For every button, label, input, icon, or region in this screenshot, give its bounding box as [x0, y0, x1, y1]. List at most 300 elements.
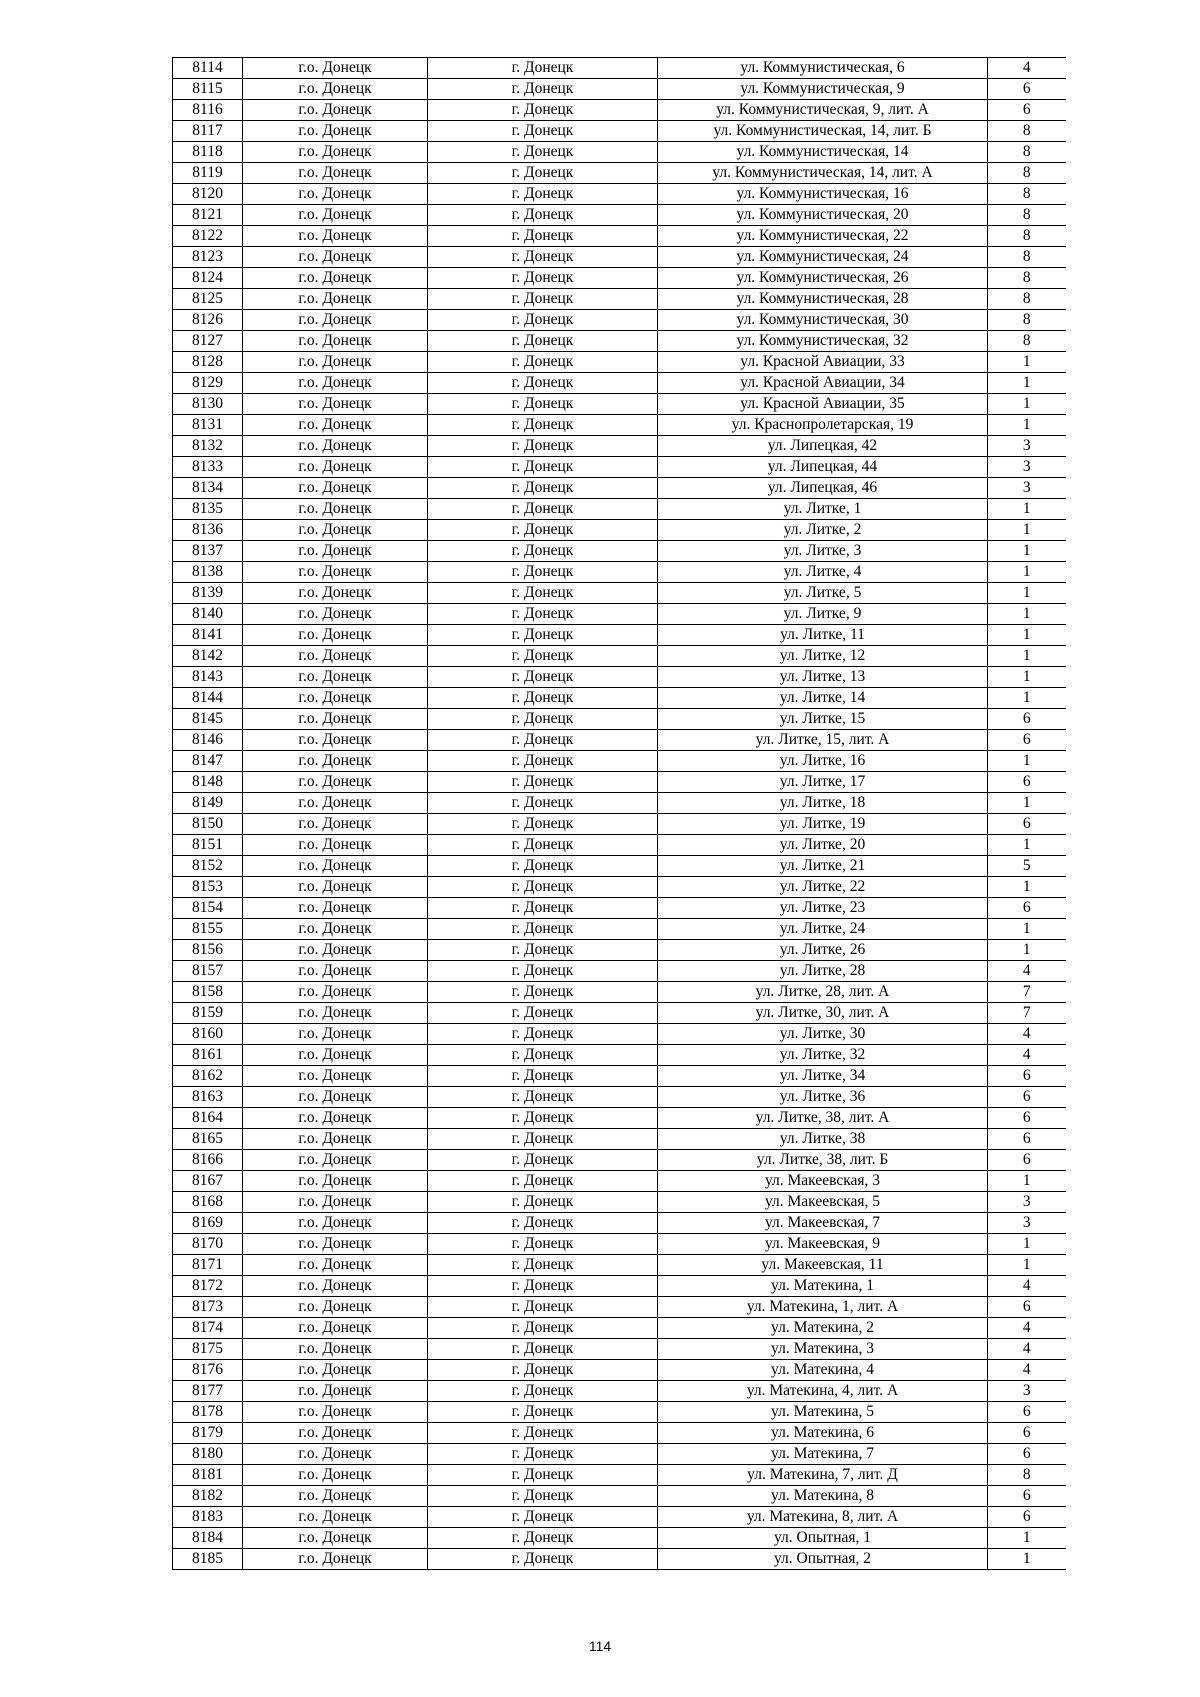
city-cell: г. Донецк [428, 541, 658, 562]
city-cell: г. Донецк [428, 625, 658, 646]
city-cell: г. Донецк [428, 1486, 658, 1507]
address-table-body [173, 58, 1066, 1570]
table-row [173, 1360, 1066, 1381]
city-cell: г. Донецк [428, 667, 658, 688]
municipality-cell: г.о. Донецк [243, 982, 428, 1003]
street-address-cell: ул. Макеевская, 3 [658, 1171, 988, 1192]
city-cell: г. Донецк [428, 1423, 658, 1444]
city-cell: г. Донецк [428, 919, 658, 940]
street-address-cell: ул. Липецкая, 44 [658, 457, 988, 478]
value-cell: 8 [988, 1465, 1066, 1486]
address-table [172, 57, 1066, 1570]
row-number-cell: 8114 [173, 58, 243, 79]
city-cell: г. Донецк [428, 793, 658, 814]
city-cell: г. Донецк [428, 1402, 658, 1423]
street-address-cell: ул. Матекина, 1 [658, 1276, 988, 1297]
row-number-cell: 8163 [173, 1087, 243, 1108]
value-cell: 1 [988, 499, 1066, 520]
street-address-cell: ул. Литке, 34 [658, 1066, 988, 1087]
street-address-cell: ул. Коммунистическая, 9, лит. А [658, 100, 988, 121]
table-row [173, 184, 1066, 205]
municipality-cell: г.о. Донецк [243, 1234, 428, 1255]
city-cell: г. Донецк [428, 415, 658, 436]
city-cell: г. Донецк [428, 1255, 658, 1276]
street-address-cell: ул. Литке, 30, лит. А [658, 1003, 988, 1024]
street-address-cell: ул. Коммунистическая, 24 [658, 247, 988, 268]
city-cell: г. Донецк [428, 499, 658, 520]
street-address-cell: ул. Коммунистическая, 14 [658, 142, 988, 163]
municipality-cell: г.о. Донецк [243, 562, 428, 583]
municipality-cell: г.о. Донецк [243, 1213, 428, 1234]
table-row [173, 163, 1066, 184]
street-address-cell: ул. Коммунистическая, 9 [658, 79, 988, 100]
row-number-cell: 8157 [173, 961, 243, 982]
row-number-cell: 8124 [173, 268, 243, 289]
table-row [173, 667, 1066, 688]
value-cell: 3 [988, 1381, 1066, 1402]
city-cell: г. Донецк [428, 205, 658, 226]
row-number-cell: 8151 [173, 835, 243, 856]
value-cell: 6 [988, 1108, 1066, 1129]
municipality-cell: г.о. Донецк [243, 772, 428, 793]
row-number-cell: 8138 [173, 562, 243, 583]
city-cell: г. Донецк [428, 226, 658, 247]
municipality-cell: г.о. Донецк [243, 1150, 428, 1171]
municipality-cell: г.о. Донецк [243, 457, 428, 478]
city-cell: г. Донецк [428, 394, 658, 415]
row-number-cell: 8127 [173, 331, 243, 352]
row-number-cell: 8166 [173, 1150, 243, 1171]
table-row [173, 814, 1066, 835]
table-row [173, 79, 1066, 100]
row-number-cell: 8120 [173, 184, 243, 205]
municipality-cell: г.о. Донецк [243, 478, 428, 499]
street-address-cell: ул. Коммунистическая, 26 [658, 268, 988, 289]
row-number-cell: 8165 [173, 1129, 243, 1150]
street-address-cell: ул. Матекина, 1, лит. А [658, 1297, 988, 1318]
city-cell: г. Донецк [428, 1150, 658, 1171]
street-address-cell: ул. Литке, 23 [658, 898, 988, 919]
street-address-cell: ул. Коммунистическая, 14, лит. Б [658, 121, 988, 142]
value-cell: 8 [988, 310, 1066, 331]
street-address-cell: ул. Макеевская, 9 [658, 1234, 988, 1255]
municipality-cell: г.о. Донецк [243, 646, 428, 667]
city-cell: г. Донецк [428, 856, 658, 877]
municipality-cell: г.о. Донецк [243, 1024, 428, 1045]
row-number-cell: 8169 [173, 1213, 243, 1234]
row-number-cell: 8162 [173, 1066, 243, 1087]
municipality-cell: г.о. Донецк [243, 625, 428, 646]
value-cell: 8 [988, 226, 1066, 247]
municipality-cell: г.о. Донецк [243, 541, 428, 562]
value-cell: 1 [988, 793, 1066, 814]
city-cell: г. Донецк [428, 961, 658, 982]
value-cell: 4 [988, 1339, 1066, 1360]
city-cell: г. Донецк [428, 289, 658, 310]
value-cell: 8 [988, 268, 1066, 289]
municipality-cell: г.о. Донецк [243, 520, 428, 541]
page-number: 114 [588, 1638, 612, 1654]
row-number-cell: 8184 [173, 1528, 243, 1549]
table-row [173, 499, 1066, 520]
value-cell: 3 [988, 436, 1066, 457]
municipality-cell: г.о. Донецк [243, 1087, 428, 1108]
table-row [173, 961, 1066, 982]
value-cell: 6 [988, 1423, 1066, 1444]
value-cell: 1 [988, 667, 1066, 688]
city-cell: г. Донецк [428, 310, 658, 331]
table-row [173, 436, 1066, 457]
row-number-cell: 8123 [173, 247, 243, 268]
row-number-cell: 8136 [173, 520, 243, 541]
row-number-cell: 8153 [173, 877, 243, 898]
table-row [173, 1381, 1066, 1402]
table-row [173, 1402, 1066, 1423]
row-number-cell: 8129 [173, 373, 243, 394]
city-cell: г. Донецк [428, 1276, 658, 1297]
street-address-cell: ул. Литке, 32 [658, 1045, 988, 1066]
row-number-cell: 8145 [173, 709, 243, 730]
municipality-cell: г.о. Донецк [243, 1360, 428, 1381]
value-cell: 6 [988, 772, 1066, 793]
municipality-cell: г.о. Донецк [243, 751, 428, 772]
row-number-cell: 8130 [173, 394, 243, 415]
municipality-cell: г.о. Донецк [243, 373, 428, 394]
value-cell: 1 [988, 604, 1066, 625]
city-cell: г. Донецк [428, 604, 658, 625]
municipality-cell: г.о. Донецк [243, 184, 428, 205]
table-row [173, 919, 1066, 940]
table-row [173, 1297, 1066, 1318]
street-address-cell: ул. Макеевская, 7 [658, 1213, 988, 1234]
city-cell: г. Донецк [428, 1318, 658, 1339]
table-row [173, 604, 1066, 625]
table-row [173, 646, 1066, 667]
value-cell: 1 [988, 1549, 1066, 1570]
city-cell: г. Донецк [428, 436, 658, 457]
street-address-cell: ул. Литке, 38 [658, 1129, 988, 1150]
city-cell: г. Донецк [428, 1465, 658, 1486]
table-row [173, 457, 1066, 478]
row-number-cell: 8133 [173, 457, 243, 478]
city-cell: г. Донецк [428, 730, 658, 751]
value-cell: 3 [988, 478, 1066, 499]
value-cell: 1 [988, 415, 1066, 436]
municipality-cell: г.о. Донецк [243, 961, 428, 982]
municipality-cell: г.о. Донецк [243, 1318, 428, 1339]
table-row [173, 835, 1066, 856]
city-cell: г. Донецк [428, 772, 658, 793]
street-address-cell: ул. Матекина, 5 [658, 1402, 988, 1423]
municipality-cell: г.о. Донецк [243, 499, 428, 520]
city-cell: г. Донецк [428, 982, 658, 1003]
street-address-cell: ул. Литке, 36 [658, 1087, 988, 1108]
row-number-cell: 8167 [173, 1171, 243, 1192]
value-cell: 1 [988, 625, 1066, 646]
value-cell: 1 [988, 562, 1066, 583]
value-cell: 4 [988, 1045, 1066, 1066]
value-cell: 1 [988, 373, 1066, 394]
row-number-cell: 8135 [173, 499, 243, 520]
row-number-cell: 8141 [173, 625, 243, 646]
municipality-cell: г.о. Донецк [243, 205, 428, 226]
value-cell: 1 [988, 1234, 1066, 1255]
street-address-cell: ул. Матекина, 7 [658, 1444, 988, 1465]
value-cell: 1 [988, 940, 1066, 961]
city-cell: г. Донецк [428, 1192, 658, 1213]
row-number-cell: 8172 [173, 1276, 243, 1297]
row-number-cell: 8155 [173, 919, 243, 940]
row-number-cell: 8132 [173, 436, 243, 457]
row-number-cell: 8149 [173, 793, 243, 814]
table-row [173, 1087, 1066, 1108]
street-address-cell: ул. Литке, 38, лит. Б [658, 1150, 988, 1171]
street-address-cell: ул. Липецкая, 46 [658, 478, 988, 499]
street-address-cell: ул. Красной Авиации, 34 [658, 373, 988, 394]
value-cell: 4 [988, 1318, 1066, 1339]
table-row [173, 1486, 1066, 1507]
row-number-cell: 8147 [173, 751, 243, 772]
municipality-cell: г.о. Донецк [243, 268, 428, 289]
row-number-cell: 8134 [173, 478, 243, 499]
street-address-cell: ул. Коммунистическая, 32 [658, 331, 988, 352]
street-address-cell: ул. Коммунистическая, 30 [658, 310, 988, 331]
row-number-cell: 8177 [173, 1381, 243, 1402]
municipality-cell: г.о. Донецк [243, 835, 428, 856]
value-cell: 3 [988, 457, 1066, 478]
city-cell: г. Донецк [428, 751, 658, 772]
row-number-cell: 8152 [173, 856, 243, 877]
row-number-cell: 8146 [173, 730, 243, 751]
street-address-cell: ул. Литке, 17 [658, 772, 988, 793]
value-cell: 6 [988, 79, 1066, 100]
municipality-cell: г.о. Донецк [243, 898, 428, 919]
municipality-cell: г.о. Донецк [243, 226, 428, 247]
city-cell: г. Донецк [428, 1444, 658, 1465]
municipality-cell: г.о. Донецк [243, 1465, 428, 1486]
row-number-cell: 8179 [173, 1423, 243, 1444]
table-row [173, 625, 1066, 646]
row-number-cell: 8178 [173, 1402, 243, 1423]
table-row [173, 856, 1066, 877]
row-number-cell: 8183 [173, 1507, 243, 1528]
street-address-cell: ул. Литке, 4 [658, 562, 988, 583]
value-cell: 8 [988, 121, 1066, 142]
value-cell: 6 [988, 1486, 1066, 1507]
value-cell: 8 [988, 289, 1066, 310]
table-row [173, 1423, 1066, 1444]
value-cell: 8 [988, 184, 1066, 205]
municipality-cell: г.о. Донецк [243, 310, 428, 331]
municipality-cell: г.о. Донецк [243, 856, 428, 877]
row-number-cell: 8142 [173, 646, 243, 667]
row-number-cell: 8121 [173, 205, 243, 226]
street-address-cell: ул. Литке, 3 [658, 541, 988, 562]
municipality-cell: г.о. Донецк [243, 1297, 428, 1318]
row-number-cell: 8131 [173, 415, 243, 436]
table-row [173, 1339, 1066, 1360]
municipality-cell: г.о. Донецк [243, 247, 428, 268]
row-number-cell: 8119 [173, 163, 243, 184]
city-cell: г. Донецк [428, 1528, 658, 1549]
table-row [173, 331, 1066, 352]
municipality-cell: г.о. Донецк [243, 100, 428, 121]
value-cell: 6 [988, 709, 1066, 730]
city-cell: г. Донецк [428, 1381, 658, 1402]
row-number-cell: 8161 [173, 1045, 243, 1066]
value-cell: 1 [988, 352, 1066, 373]
municipality-cell: г.о. Донецк [243, 1507, 428, 1528]
value-cell: 1 [988, 1255, 1066, 1276]
value-cell: 4 [988, 58, 1066, 79]
city-cell: г. Донецк [428, 331, 658, 352]
value-cell: 8 [988, 331, 1066, 352]
street-address-cell: ул. Литке, 18 [658, 793, 988, 814]
row-number-cell: 8176 [173, 1360, 243, 1381]
city-cell: г. Донецк [428, 373, 658, 394]
municipality-cell: г.о. Донецк [243, 436, 428, 457]
street-address-cell: ул. Литке, 12 [658, 646, 988, 667]
value-cell: 6 [988, 814, 1066, 835]
street-address-cell: ул. Матекина, 2 [658, 1318, 988, 1339]
city-cell: г. Донецк [428, 835, 658, 856]
street-address-cell: ул. Коммунистическая, 28 [658, 289, 988, 310]
value-cell: 1 [988, 583, 1066, 604]
city-cell: г. Донецк [428, 1003, 658, 1024]
street-address-cell: ул. Литке, 19 [658, 814, 988, 835]
table-row [173, 1213, 1066, 1234]
city-cell: г. Донецк [428, 100, 658, 121]
municipality-cell: г.о. Донецк [243, 814, 428, 835]
table-row [173, 373, 1066, 394]
value-cell: 6 [988, 1066, 1066, 1087]
city-cell: г. Донецк [428, 1024, 658, 1045]
street-address-cell: ул. Макеевская, 5 [658, 1192, 988, 1213]
row-number-cell: 8143 [173, 667, 243, 688]
table-row [173, 310, 1066, 331]
city-cell: г. Донецк [428, 1234, 658, 1255]
table-row [173, 751, 1066, 772]
row-number-cell: 8137 [173, 541, 243, 562]
city-cell: г. Донецк [428, 1171, 658, 1192]
municipality-cell: г.о. Донецк [243, 121, 428, 142]
value-cell: 6 [988, 730, 1066, 751]
municipality-cell: г.о. Донецк [243, 1276, 428, 1297]
city-cell: г. Донецк [428, 268, 658, 289]
table-row [173, 1192, 1066, 1213]
value-cell: 1 [988, 751, 1066, 772]
street-address-cell: ул. Литке, 15, лит. А [658, 730, 988, 751]
value-cell: 1 [988, 835, 1066, 856]
row-number-cell: 8170 [173, 1234, 243, 1255]
city-cell: г. Донецк [428, 583, 658, 604]
table-row [173, 1003, 1066, 1024]
row-number-cell: 8181 [173, 1465, 243, 1486]
row-number-cell: 8125 [173, 289, 243, 310]
table-row [173, 1234, 1066, 1255]
table-row [173, 1045, 1066, 1066]
street-address-cell: ул. Литке, 21 [658, 856, 988, 877]
city-cell: г. Донецк [428, 688, 658, 709]
municipality-cell: г.о. Донецк [243, 919, 428, 940]
city-cell: г. Донецк [428, 142, 658, 163]
street-address-cell: ул. Литке, 5 [658, 583, 988, 604]
value-cell: 8 [988, 247, 1066, 268]
city-cell: г. Донецк [428, 184, 658, 205]
municipality-cell: г.о. Донецк [243, 142, 428, 163]
row-number-cell: 8164 [173, 1108, 243, 1129]
street-address-cell: ул. Коммунистическая, 16 [658, 184, 988, 205]
street-address-cell: ул. Краснопролетарская, 19 [658, 415, 988, 436]
street-address-cell: ул. Макеевская, 11 [658, 1255, 988, 1276]
street-address-cell: ул. Литке, 11 [658, 625, 988, 646]
table-row [173, 1024, 1066, 1045]
value-cell: 1 [988, 877, 1066, 898]
value-cell: 6 [988, 1402, 1066, 1423]
street-address-cell: ул. Литке, 16 [658, 751, 988, 772]
value-cell: 1 [988, 646, 1066, 667]
row-number-cell: 8185 [173, 1549, 243, 1570]
value-cell: 6 [988, 1129, 1066, 1150]
street-address-cell: ул. Литке, 9 [658, 604, 988, 625]
table-row [173, 394, 1066, 415]
value-cell: 7 [988, 982, 1066, 1003]
street-address-cell: ул. Опытная, 1 [658, 1528, 988, 1549]
city-cell: г. Донецк [428, 457, 658, 478]
street-address-cell: ул. Литке, 22 [658, 877, 988, 898]
table-row [173, 1255, 1066, 1276]
municipality-cell: г.о. Донецк [243, 793, 428, 814]
municipality-cell: г.о. Донецк [243, 667, 428, 688]
value-cell: 6 [988, 100, 1066, 121]
value-cell: 7 [988, 1003, 1066, 1024]
table-row [173, 1549, 1066, 1570]
city-cell: г. Донецк [428, 877, 658, 898]
value-cell: 3 [988, 1192, 1066, 1213]
street-address-cell: ул. Матекина, 4, лит. А [658, 1381, 988, 1402]
table-row [173, 1066, 1066, 1087]
municipality-cell: г.о. Донецк [243, 583, 428, 604]
value-cell: 8 [988, 163, 1066, 184]
city-cell: г. Донецк [428, 562, 658, 583]
row-number-cell: 8118 [173, 142, 243, 163]
value-cell: 6 [988, 1150, 1066, 1171]
municipality-cell: г.о. Донецк [243, 877, 428, 898]
value-cell: 1 [988, 919, 1066, 940]
row-number-cell: 8173 [173, 1297, 243, 1318]
street-address-cell: ул. Красной Авиации, 35 [658, 394, 988, 415]
table-row [173, 1507, 1066, 1528]
row-number-cell: 8140 [173, 604, 243, 625]
street-address-cell: ул. Коммунистическая, 22 [658, 226, 988, 247]
street-address-cell: ул. Литке, 24 [658, 919, 988, 940]
municipality-cell: г.о. Донецк [243, 1381, 428, 1402]
table-row [173, 1465, 1066, 1486]
table-row [173, 583, 1066, 604]
value-cell: 4 [988, 1360, 1066, 1381]
table-row [173, 247, 1066, 268]
street-address-cell: ул. Литке, 38, лит. А [658, 1108, 988, 1129]
street-address-cell: ул. Литке, 28, лит. А [658, 982, 988, 1003]
city-cell: г. Донецк [428, 709, 658, 730]
table-row [173, 142, 1066, 163]
street-address-cell: ул. Литке, 26 [658, 940, 988, 961]
municipality-cell: г.о. Донецк [243, 1444, 428, 1465]
table-row [173, 898, 1066, 919]
municipality-cell: г.о. Донецк [243, 1528, 428, 1549]
value-cell: 6 [988, 898, 1066, 919]
table-row [173, 1444, 1066, 1465]
